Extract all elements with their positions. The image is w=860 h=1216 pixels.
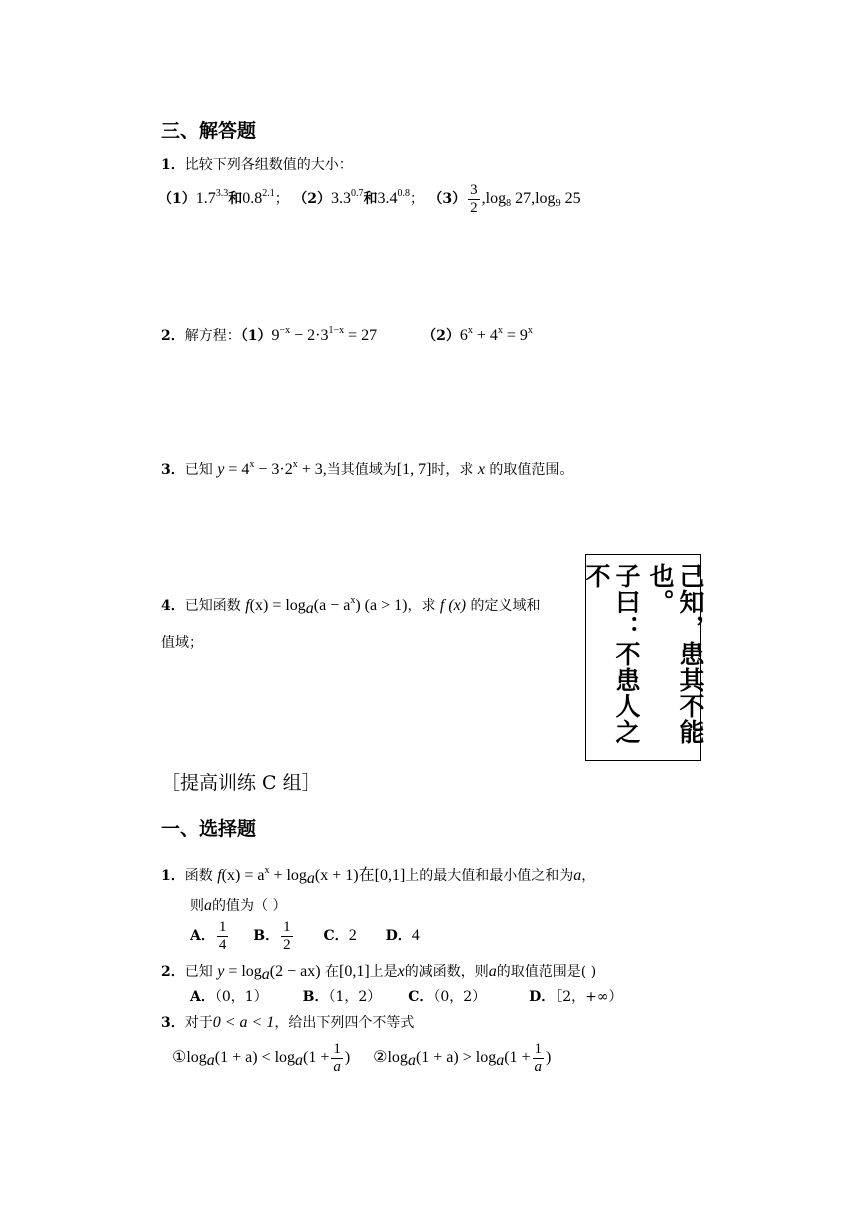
question-4-line2: 值域；: [161, 635, 203, 651]
option-d-label[interactable]: D．: [529, 989, 556, 1005]
quote-column-2: 己知，患其不能也。: [646, 563, 705, 745]
math-base: 3.3: [330, 190, 351, 207]
math-var: y: [217, 963, 225, 980]
part-label: （1）: [158, 191, 196, 207]
fraction-one-over-a: $\frac{1}{a}$: [333, 1040, 341, 1075]
quote-column-1: 子曰：不患人之不: [582, 563, 641, 745]
question-text: 的减函数，则: [404, 964, 489, 980]
math-var: x: [477, 461, 485, 478]
connector-text: 和: [363, 191, 378, 207]
part-label: （2）: [293, 191, 331, 207]
math-log: ,log: [481, 190, 507, 207]
math-term: (x + 1): [314, 867, 359, 884]
option-a-label[interactable]: A．: [190, 989, 215, 1005]
math-exponent: 1−x: [328, 325, 345, 336]
math-term: (1 +: [504, 1049, 531, 1066]
c-question-3-inequalities: [172, 1038, 551, 1081]
inequality-1-marker: ①: [172, 1049, 187, 1066]
c-question-1-options: [190, 916, 420, 956]
option-c-label[interactable]: C．: [323, 928, 349, 944]
math-var: x: [397, 963, 405, 980]
math-var: f: [245, 597, 250, 614]
question-text: 的定义域和: [466, 598, 541, 614]
math-exponent: x: [497, 325, 503, 336]
part-label: （2）: [422, 328, 460, 344]
option-d-label[interactable]: D．: [385, 928, 412, 944]
math-var: a: [204, 897, 212, 914]
question-text: ，给出下列四个不等式: [274, 1015, 415, 1031]
question-text: 当其值域为: [326, 462, 397, 478]
separator: ；: [274, 191, 289, 207]
math-var: y: [217, 461, 225, 478]
option-c-value[interactable]: （0，2）: [433, 989, 487, 1005]
question-text: 则: [190, 898, 204, 914]
question-3: [161, 452, 573, 483]
question-text: 已知: [184, 964, 218, 980]
question-text: 解方程：: [184, 328, 241, 344]
c-question-1-line1: [161, 858, 595, 892]
math-exponent: 0.7: [350, 188, 364, 199]
math-term: ) (a > 1): [355, 597, 408, 614]
question-2: [161, 318, 533, 349]
question-text: ，求: [407, 598, 440, 614]
math-condition: 0 < a < 1: [212, 1014, 275, 1031]
question-number: 2．: [161, 328, 185, 344]
math-term: (1 +: [303, 1049, 330, 1066]
question-text: 上的最大值和最小值之和为: [405, 868, 574, 884]
math-term: − 3·2: [254, 461, 293, 478]
option-b-label[interactable]: B．: [253, 928, 280, 944]
log-base: a: [496, 1052, 505, 1069]
answer-blank: 的取值范围是( ): [496, 964, 597, 980]
log-base: a: [407, 1052, 416, 1069]
question-1-parts: [158, 180, 581, 218]
math-exponent: x: [264, 865, 270, 876]
option-a-fraction[interactable]: $\frac{1}{4}$: [218, 918, 227, 953]
c-question-2: [161, 960, 596, 987]
question-1-prompt: [161, 154, 353, 174]
math-interval: [0,1]: [374, 867, 406, 884]
math-exponent: x: [350, 595, 356, 606]
option-a-value[interactable]: （0，1）: [214, 989, 268, 1005]
connector-text: 和: [228, 191, 243, 207]
math-term: − 2·3: [290, 327, 329, 344]
inequality-2-marker: ②: [373, 1049, 388, 1066]
math-term: + log: [269, 867, 307, 884]
math-base: 1.7: [195, 190, 216, 207]
question-number: 4．: [161, 598, 185, 614]
question-text: 已知: [184, 462, 218, 478]
math-term: = log: [224, 963, 262, 980]
math-var: f: [217, 867, 222, 884]
c-question-2-options: [190, 986, 623, 1008]
math-term: + 4: [472, 327, 498, 344]
log-base: a: [295, 1052, 304, 1069]
math-term: ): [546, 1049, 552, 1066]
question-text: ，: [581, 868, 596, 884]
option-b-label[interactable]: B．: [302, 989, 329, 1005]
math-var: a: [488, 963, 497, 980]
part-label: （3）: [428, 191, 467, 207]
math-interval: [1, 7]: [396, 461, 432, 478]
math-term: + 3,: [297, 461, 327, 478]
fraction-one-over-a: $\frac{1}{a}$: [534, 1040, 543, 1075]
fraction-three-halves: $\frac{3}{2}$: [470, 181, 478, 216]
question-text: 的取值范围。: [484, 462, 574, 478]
math-exponent: 0.8: [397, 188, 410, 199]
option-c-label[interactable]: C．: [408, 989, 434, 1005]
option-c-value[interactable]: 2: [348, 927, 357, 944]
log-base: 9: [555, 198, 561, 209]
math-var: a: [573, 867, 582, 884]
question-number: 3．: [161, 462, 185, 478]
question-text: 在: [320, 964, 340, 980]
section-heading-group-c: ［提高训练 C 组］: [161, 772, 321, 794]
log-base: 8: [506, 198, 512, 209]
math-log: log: [387, 1049, 408, 1066]
math-base: 3.4: [377, 190, 398, 207]
math-exponent: x: [467, 325, 473, 336]
answer-blank: 的值为（ ）: [212, 898, 287, 914]
math-term: (a − a: [313, 597, 351, 614]
math-exponent: 3.3: [215, 188, 229, 199]
math-base: 6: [459, 327, 468, 344]
section-heading-choice: 一、选择题: [161, 818, 257, 840]
question-text: 对于: [184, 1015, 213, 1031]
question-number: 3．: [161, 1015, 185, 1031]
option-b-value[interactable]: （1，2）: [328, 989, 382, 1005]
question-number: 1．: [161, 868, 185, 884]
option-a-label[interactable]: A．: [190, 928, 215, 944]
option-d-value[interactable]: 4: [411, 927, 420, 944]
log-base: a: [305, 600, 314, 617]
option-b-fraction[interactable]: $\frac{1}{2}$: [283, 918, 291, 953]
c-question-1-line2: [190, 894, 286, 918]
math-exponent: x: [292, 459, 298, 470]
question-text: 比较下列各组数值的大小：: [184, 157, 353, 173]
c-question-3-prompt: [161, 1012, 414, 1034]
math-log: 27,log: [511, 190, 556, 207]
math-base: 0.8: [242, 190, 263, 207]
math-term: (x) = log: [249, 597, 306, 614]
math-term: (1 + a) < log: [214, 1049, 296, 1066]
math-log: log: [186, 1049, 207, 1066]
math-exponent: −x: [279, 325, 291, 336]
math-term: = 4: [224, 461, 250, 478]
question-text: 函数: [184, 868, 218, 884]
question-text: 已知函数: [184, 598, 246, 614]
question-text: 时，求: [431, 462, 478, 478]
section-heading-answers: 三、解答题: [161, 120, 257, 142]
log-base: a: [206, 1052, 215, 1069]
question-number: 2．: [161, 964, 185, 980]
question-number: 1．: [161, 157, 185, 173]
math-exponent: x: [527, 325, 533, 336]
math-arg: 25: [560, 190, 581, 207]
question-text: 在: [358, 867, 375, 884]
math-base: 9: [271, 327, 280, 344]
question-text: 上是: [369, 964, 398, 980]
math-var: f (x): [439, 597, 467, 614]
question-4-line1: [161, 588, 541, 622]
math-term: = 9: [502, 327, 528, 344]
separator: ；: [409, 191, 424, 207]
math-term: (x) = a: [221, 867, 265, 884]
math-term: = 27: [344, 327, 378, 344]
math-term: (1 + a) > log: [415, 1049, 497, 1066]
log-base: a: [306, 870, 315, 887]
math-term: ): [344, 1049, 351, 1066]
math-exponent: x: [249, 459, 255, 470]
confucius-quote-box: [582, 554, 705, 761]
option-d-value[interactable]: ［2，+∞）: [555, 989, 623, 1005]
math-term: (2 − ax): [269, 963, 321, 980]
math-interval: [0,1]: [339, 963, 370, 980]
part-label: （1）: [240, 328, 272, 344]
math-exponent: 2.1: [262, 188, 275, 199]
log-base: a: [261, 966, 270, 983]
